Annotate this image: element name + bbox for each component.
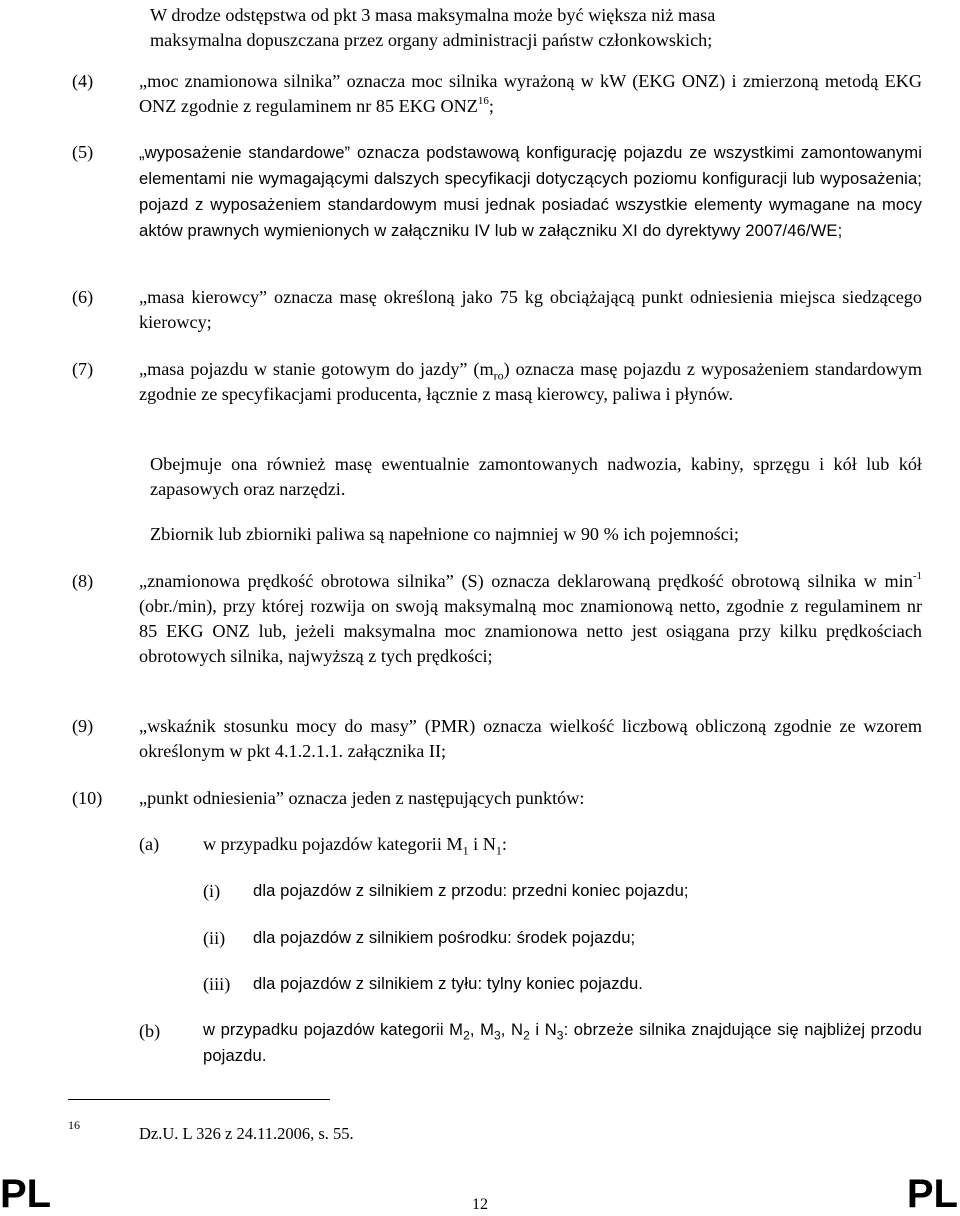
def-10-ii-text: dla pojazdów z silnikiem pośrodku: środek pojazdu; bbox=[253, 928, 636, 947]
def-10-number: (10) bbox=[72, 788, 103, 808]
def-10-b-text: w przypadku pojazdów kategorii $M_2$, $M_3$, $N_2$ i $N_3$: obrzeże silnika znajdujące się najbliżej przodu pojazdu. bbox=[203, 1020, 922, 1065]
footnote-text: Dz.U. L 326 z 24.11.2006, s. 55. bbox=[139, 1124, 354, 1143]
def-9-number: (9) bbox=[72, 716, 94, 736]
def-10-i-text: dla pojazdów z silnikiem z przodu: przedni koniec pojazdu; bbox=[253, 881, 689, 900]
intro-line-1: W drodze odstępstwa od pkt 3 masa maksymalna może być większa niż masa bbox=[150, 5, 716, 25]
def-4-number: (4) bbox=[72, 71, 94, 91]
footnote-ref[interactable]: 16 bbox=[477, 94, 489, 107]
def-9-text: „wskaźnik stosunku mocy do masy” (PMR) oznacza wielkość liczbową obliczoną zgodnie ze wzorem określonym w pkt 4.1.2.1.1. załącznika II; bbox=[139, 716, 922, 761]
def-5-text: „wyposażenie standardowe” oznacza podstawową konfigurację pojazdu ze wszystkimi zamontowanymi elementami nie wymagającymi dalszych specyfikacji dotyczących poziomu konfiguracji lub wyposażenia; pojazd z wyposażeniem standardowym musi jednak posiadać wszystkie elementy wymagane na mocy aktów prawnych wymienionych w załączniku IV lub w załączniku XI do dyrektywy 2007/46/WE; bbox=[139, 143, 922, 240]
footer-language-right: PL bbox=[906, 1172, 958, 1216]
def-10-iii-label: (iii) bbox=[203, 974, 231, 994]
intro-line-2: maksymalna dopuszczana przez organy administracji państw członkowskich; bbox=[150, 30, 713, 50]
footnote-number: 16 bbox=[68, 1118, 80, 1132]
def-5-number: (5) bbox=[72, 142, 94, 162]
def-8-text: „znamionowa prędkość obrotowa silnika” (S) oznacza deklarowaną prędkość obrotową silnika w $\min^{-1} (obr./\min)$, przy której rozwija on swoją maksymalną moc znamionową netto, zgodnie z regulaminem nr 85 EKG ONZ lub, jeżeli maksymalna moc znamionowa netto jest osiągana przy kilku prędkościach obrotowych silnika, najwyższą z tych prędkości; bbox=[139, 569, 922, 666]
intro-paragraph bbox=[150, 3, 922, 53]
footer-language-left: PL bbox=[0, 1172, 52, 1216]
def-6-text: „masa kierowcy” oznacza masę określoną jako 75 kg obciążającą punkt odniesienia miejsca siedzącego kierowcy; bbox=[139, 287, 922, 332]
def-10-a-label: (a) bbox=[139, 834, 160, 854]
page-number: 12 bbox=[472, 1196, 488, 1213]
def-6-number: (6) bbox=[72, 287, 94, 307]
def-10-a-text: w przypadku pojazdów kategorii $M_1$ i $N_1$: bbox=[203, 834, 507, 858]
def-10-i-label: (i) bbox=[203, 881, 221, 901]
def-7-text: „masa pojazdu w stanie gotowym do jazdy” $(m_{ro})$ oznacza masę pojazdu z wyposażeniem standardowym zgodnie ze specyfikacjami producenta, łącznie z masą kierowcy, paliwa i płynów. bbox=[139, 359, 922, 404]
def-7-paragraph-2: Obejmuje ona również masę ewentualnie zamontowanych nadwozia, kabiny, sprzęgu i kół lub kół zapasowych oraz narzędzi. bbox=[150, 454, 922, 499]
def-10-ii-label: (ii) bbox=[203, 928, 226, 948]
def-10-iii-text: dla pojazdów z silnikiem z tyłu: tylny koniec pojazdu. bbox=[253, 974, 644, 993]
def-10-text: „punkt odniesienia” oznacza jeden z następujących punktów: bbox=[139, 788, 585, 808]
def-4-text: „moc znamionowa silnika” oznacza moc silnika wyrażoną w kW (EKG ONZ) i zmierzoną metodą EKG ONZ zgodnie z regulaminem nr 85 EKG ONZ$^{16}$; bbox=[139, 71, 922, 116]
def-10-b-label: (b) bbox=[139, 1021, 161, 1041]
def-7-paragraph-3: Zbiornik lub zbiorniki paliwa są napełnione co najmniej w 90 % ich pojemności; bbox=[150, 524, 739, 544]
footnote-separator bbox=[68, 1099, 330, 1100]
def-8-number: (8) bbox=[72, 571, 94, 591]
def-7-number: (7) bbox=[72, 359, 94, 379]
